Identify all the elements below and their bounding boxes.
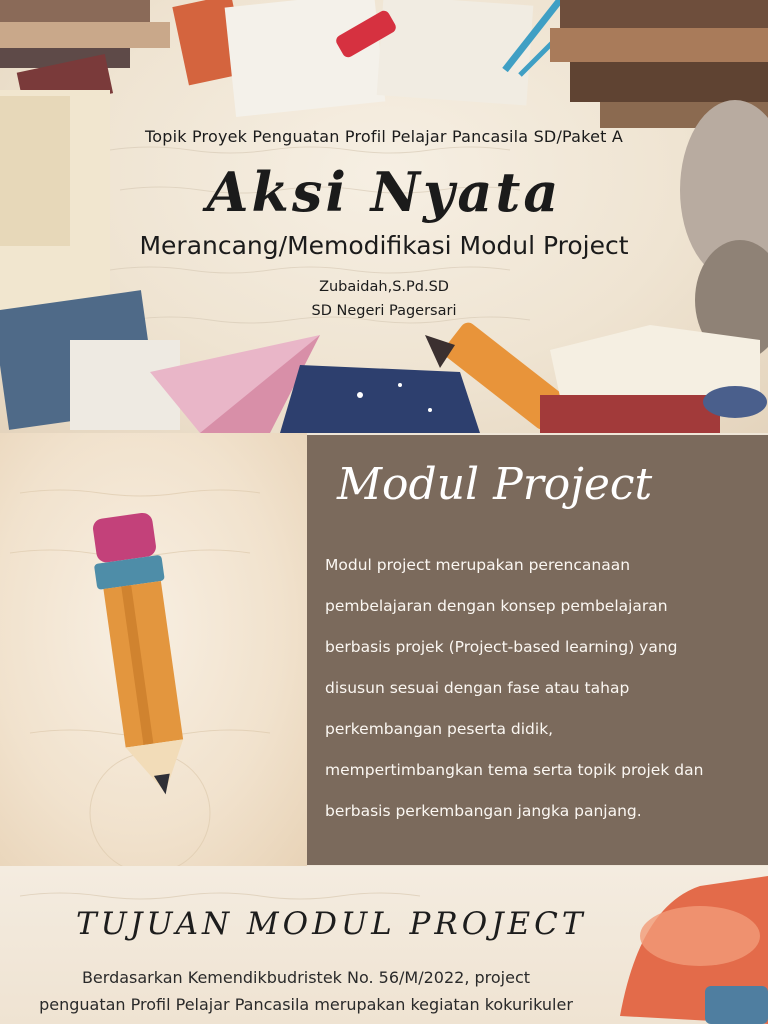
tujuan-line: Berdasarkan Kemendikbudristek No. 56/M/2022, project (81, 968, 531, 987)
star-book-illustration (280, 365, 480, 433)
papers-top-illustration (225, 0, 590, 117)
modul-description (325, 545, 765, 832)
pencil-illustration (0, 433, 307, 866)
tujuan-body (26, 964, 586, 1018)
modul-line: perkembangan peserta didik, (325, 720, 554, 738)
cover-subtitle: Merancang/Memodifikasi Modul Project (139, 231, 629, 260)
cover-author: Zubaidah,S.Pd.SD (319, 279, 449, 295)
modul-line: berbasis perkembangan jangka panjang. (325, 802, 642, 820)
tujuan-line: penguatan Profil Pelajar Pancasila merupakan kegiatan kokurikuler (39, 995, 573, 1014)
modul-line: mempertimbangkan tema serta topik projek dan (325, 761, 704, 779)
teacup-illustration (703, 386, 767, 418)
open-book-right-illustration (540, 325, 767, 433)
cover-title: Aksi Nyata (206, 160, 562, 224)
modul-line: Modul project merupakan perencanaan (325, 556, 631, 574)
modul-line: berbasis projek (Project-based learning) yang (325, 638, 678, 656)
cover-school: SD Negeri Pagersari (311, 303, 457, 319)
cover-section (0, 0, 768, 433)
tujuan-section (0, 866, 768, 1024)
tujuan-title: TUJUAN MODUL PROJECT (76, 906, 587, 942)
modul-line: pembelajaran dengan konsep pembelajaran (325, 597, 668, 615)
modul-text-panel (307, 435, 768, 865)
modul-title: Modul Project (337, 459, 653, 510)
modul-line: disusun sesuai dengan fase atau tahap (325, 679, 630, 697)
modul-section (0, 433, 768, 866)
cover-topic: Topik Proyek Penguatan Profil Pelajar Pancasila SD/Paket A (144, 127, 624, 146)
modul-illustration-panel (0, 433, 307, 866)
